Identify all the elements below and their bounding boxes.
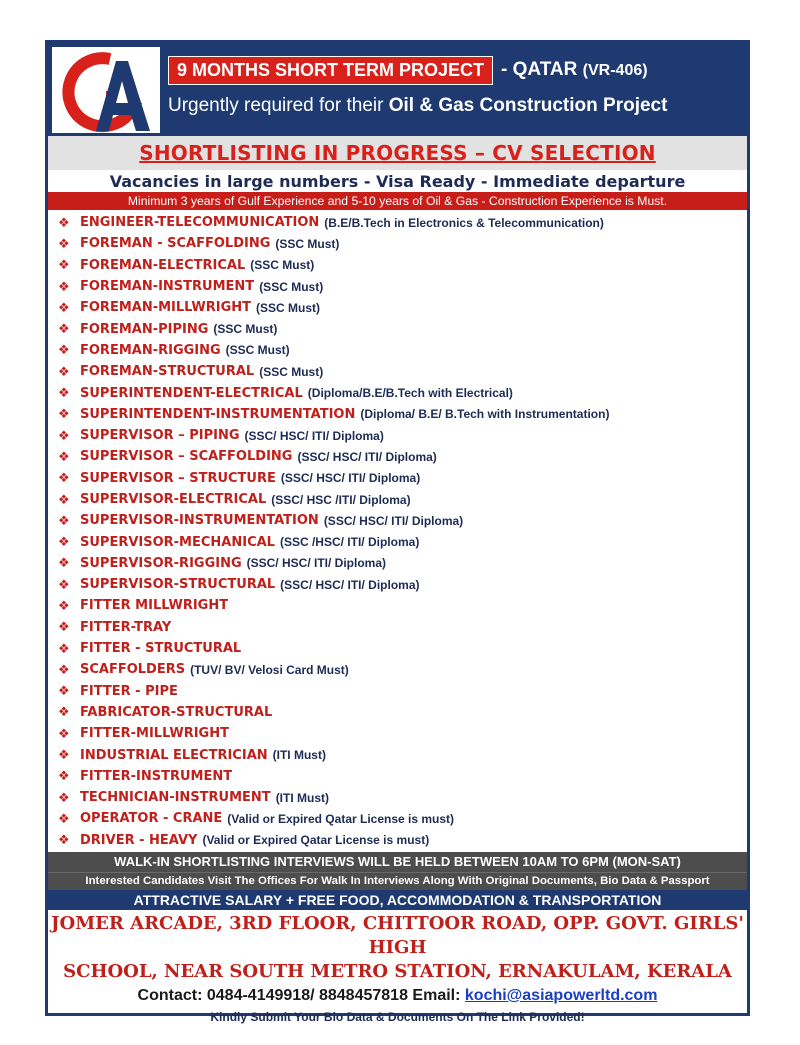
job-item xyxy=(58,681,747,702)
walkin-notice: WALK-IN SHORTLISTING INTERVIEWS WILL BE HELD BETWEEN 10AM TO 6PM (MON-SAT) xyxy=(48,852,747,872)
job-title: SUPERVISOR-RIGGING xyxy=(80,555,242,571)
job-title: ENGINEER-TELECOMMUNICATION xyxy=(80,215,320,231)
job-title: FOREMAN-MILLWRIGHT xyxy=(80,300,252,316)
job-title: SUPERVISOR – STRUCTURE xyxy=(80,470,276,486)
diamond-bullet-icon: ❖ xyxy=(58,683,70,699)
contact-line: Contact: 0484-4149918/ 8848457818 Email: kochi@asiapowerltd.com xyxy=(137,986,658,1004)
job-requirement: (SSC/ HSC/ ITI/ Diploma) xyxy=(244,428,384,443)
diamond-bullet-icon: ❖ xyxy=(58,661,70,677)
job-title: DRIVER - HEAVY xyxy=(80,832,198,848)
job-item xyxy=(58,489,747,510)
phone-numbers: Contact: 0484-4149918/ 8848457818 xyxy=(137,986,408,1004)
job-title: SCAFFOLDERS xyxy=(80,662,186,678)
job-requirement: (SSC Must) xyxy=(275,236,340,251)
diamond-bullet-icon: ❖ xyxy=(58,385,70,401)
job-item xyxy=(58,425,747,446)
job-item xyxy=(58,446,747,467)
diamond-bullet-icon: ❖ xyxy=(58,597,70,613)
diamond-bullet-icon: ❖ xyxy=(58,342,70,358)
job-requirement: (Valid or Expired Qatar License is must) xyxy=(227,811,455,826)
job-item xyxy=(58,638,747,659)
job-title: SUPERVISOR-INSTRUMENTATION xyxy=(80,513,319,529)
diamond-bullet-icon: ❖ xyxy=(58,534,70,550)
diamond-bullet-icon: ❖ xyxy=(58,427,70,443)
job-title: INDUSTRIAL ELECTRICIAN xyxy=(80,747,268,763)
job-item xyxy=(58,361,747,382)
job-title: FITTER - PIPE xyxy=(80,683,178,699)
job-requirement: (Diploma/ B.E/ B.Tech with Instrumentation) xyxy=(360,407,610,422)
job-title: FITTER-INSTRUMENT xyxy=(80,768,233,784)
vacancies-line: Vacancies in large numbers - Visa Ready - Immediate departure xyxy=(109,171,686,191)
job-requirement: (SSC Must) xyxy=(225,343,290,358)
job-requirement: (SSC Must) xyxy=(256,300,321,315)
project-location: - QATAR (VR-406) xyxy=(501,59,648,80)
job-title: FOREMAN-RIGGING xyxy=(80,342,221,358)
job-item xyxy=(58,233,747,254)
job-title: FITTER-MILLWRIGHT xyxy=(80,726,229,742)
job-title: SUPERINTENDENT-ELECTRICAL xyxy=(80,385,303,401)
job-title: SUPERVISOR-ELECTRICAL xyxy=(80,492,267,507)
job-title: SUPERVISOR – SCAFFOLDING xyxy=(80,449,293,465)
job-item xyxy=(58,617,747,638)
job-requirement: (SSC Must) xyxy=(250,258,315,273)
salary-benefits: ATTRACTIVE SALARY + FREE FOOD, ACCOMMODATION & TRANSPORTATION xyxy=(48,890,747,910)
diamond-bullet-icon: ❖ xyxy=(58,278,70,294)
submit-note: Kindly Submit Your Bio Data & Documents On The Link Provided! xyxy=(210,1009,585,1024)
job-requirement: (ITI Must) xyxy=(275,790,330,805)
job-title: TECHNICIAN-INSTRUMENT xyxy=(80,790,271,806)
office-address: JOMER ARCADE, 3RD FLOOR, CHITTOOR ROAD, OPP. GOVT. GIRLS' HIGH SCHOOL, NEAR SOUTH METRO STATION, ERNAKULAM, KERALA xyxy=(51,912,744,982)
diamond-bullet-icon: ❖ xyxy=(58,747,70,763)
job-requirement: (Valid or Expired Qatar License is must) xyxy=(202,833,430,848)
job-title: FITTER - STRUCTURAL xyxy=(80,641,242,657)
job-item xyxy=(58,787,747,808)
diamond-bullet-icon: ❖ xyxy=(58,640,70,656)
job-item xyxy=(58,340,747,361)
job-item xyxy=(58,830,747,851)
project-title xyxy=(168,55,648,85)
diamond-bullet-icon: ❖ xyxy=(58,470,70,486)
job-item xyxy=(58,382,747,403)
job-item xyxy=(58,468,747,489)
job-item xyxy=(58,659,747,680)
diamond-bullet-icon: ❖ xyxy=(58,257,70,273)
email-link[interactable]: kochi@asiapowerltd.com xyxy=(464,986,658,1004)
job-title: SUPERVISOR-MECHANICAL xyxy=(80,534,275,550)
job-item xyxy=(58,595,747,616)
job-item xyxy=(58,318,747,339)
job-item xyxy=(58,553,747,574)
job-item xyxy=(58,297,747,318)
job-item xyxy=(58,531,747,552)
job-list xyxy=(48,210,747,851)
diamond-bullet-icon: ❖ xyxy=(58,576,70,592)
diamond-bullet-icon: ❖ xyxy=(58,406,70,422)
job-poster xyxy=(45,40,750,1024)
job-title: FITTER MILLWRIGHT xyxy=(80,598,229,614)
job-item xyxy=(58,404,747,425)
diamond-bullet-icon: ❖ xyxy=(58,555,70,571)
job-title: FITTER-TRAY xyxy=(80,619,172,635)
job-requirement: (B.E/B.Tech in Electronics & Telecommunication) xyxy=(324,215,604,230)
experience-requirement: Minimum 3 years of Gulf Experience and 5-10 years of Oil & Gas - Construction Experience is Must. xyxy=(48,192,747,210)
documents-notice: Interested Candidates Visit The Offices For Walk In Interviews Along With Original Documents, Bio Data & Passport xyxy=(48,872,747,890)
diamond-bullet-icon: ❖ xyxy=(58,448,70,464)
job-requirement: (Diploma/B.E/B.Tech with Electrical) xyxy=(307,386,513,401)
job-item xyxy=(58,255,747,276)
job-title: FOREMAN-ELECTRICAL xyxy=(80,257,246,273)
job-title: FOREMAN-PIPING xyxy=(80,321,209,337)
diamond-bullet-icon: ❖ xyxy=(58,725,70,741)
job-requirement: (SSC/ HSC/ ITI/ Diploma) xyxy=(280,471,421,486)
job-title: FOREMAN - SCAFFOLDING xyxy=(80,236,271,252)
header xyxy=(48,43,747,136)
job-requirement: (SSC /HSC/ ITI/ Diploma) xyxy=(279,535,420,550)
job-requirement: (ITI Must) xyxy=(272,748,326,763)
job-requirement: (SSC Must) xyxy=(259,364,324,379)
job-item xyxy=(58,276,747,297)
job-requirement: (SSC/ HSC/ ITI/ Diploma) xyxy=(246,556,386,571)
diamond-bullet-icon: ❖ xyxy=(58,832,70,848)
project-duration: 9 MONTHS SHORT TERM PROJECT xyxy=(168,56,493,85)
project-code: (VR-406) xyxy=(582,62,648,79)
job-requirement: (SSC/ HSC/ ITI/ Diploma) xyxy=(280,577,420,592)
job-title: FABRICATOR-STRUCTURAL xyxy=(80,704,273,720)
diamond-bullet-icon: ❖ xyxy=(58,235,70,251)
job-item xyxy=(58,744,747,765)
diamond-bullet-icon: ❖ xyxy=(58,704,70,720)
diamond-bullet-icon: ❖ xyxy=(58,619,70,635)
job-requirement: (SSC Must) xyxy=(213,322,278,337)
job-requirement: (SSC Must) xyxy=(259,279,324,294)
job-title: SUPERVISOR – PIPING xyxy=(80,428,240,444)
job-requirement: (SSC/ HSC/ ITI/ Diploma) xyxy=(323,513,464,528)
diamond-bullet-icon: ❖ xyxy=(58,768,70,784)
project-subtitle: Urgently required for their Oil & Gas Construction Project xyxy=(168,95,668,116)
diamond-bullet-icon: ❖ xyxy=(58,512,70,528)
diamond-bullet-icon: ❖ xyxy=(58,363,70,379)
diamond-bullet-icon: ❖ xyxy=(58,321,70,337)
diamond-bullet-icon: ❖ xyxy=(58,214,70,230)
job-requirement: (SSC/ HSC/ ITI/ Diploma) xyxy=(297,449,437,464)
job-title: FOREMAN-STRUCTURAL xyxy=(80,364,255,380)
job-item xyxy=(58,766,747,787)
company-logo xyxy=(52,47,160,133)
shortlisting-banner: SHORTLISTING IN PROGRESS – CV SELECTION xyxy=(48,136,747,170)
job-title: SUPERINTENDENT-INSTRUMENTATION xyxy=(80,406,356,422)
diamond-bullet-icon: ❖ xyxy=(58,810,70,826)
diamond-bullet-icon: ❖ xyxy=(58,789,70,805)
job-item xyxy=(58,574,747,595)
job-item xyxy=(58,808,747,829)
job-item xyxy=(58,723,747,744)
job-requirement: (SSC/ HSC /ITI/ Diploma) xyxy=(271,492,411,507)
job-requirement: (TUV/ BV/ Velosi Card Must) xyxy=(190,662,349,677)
diamond-bullet-icon: ❖ xyxy=(58,491,70,507)
job-item xyxy=(58,510,747,531)
job-title: FOREMAN-INSTRUMENT xyxy=(80,279,255,295)
job-title: SUPERVISOR-STRUCTURAL xyxy=(80,577,276,593)
job-item xyxy=(58,702,747,723)
diamond-bullet-icon: ❖ xyxy=(58,299,70,315)
job-title: OPERATOR - CRANE xyxy=(80,811,223,827)
job-item xyxy=(58,212,747,233)
